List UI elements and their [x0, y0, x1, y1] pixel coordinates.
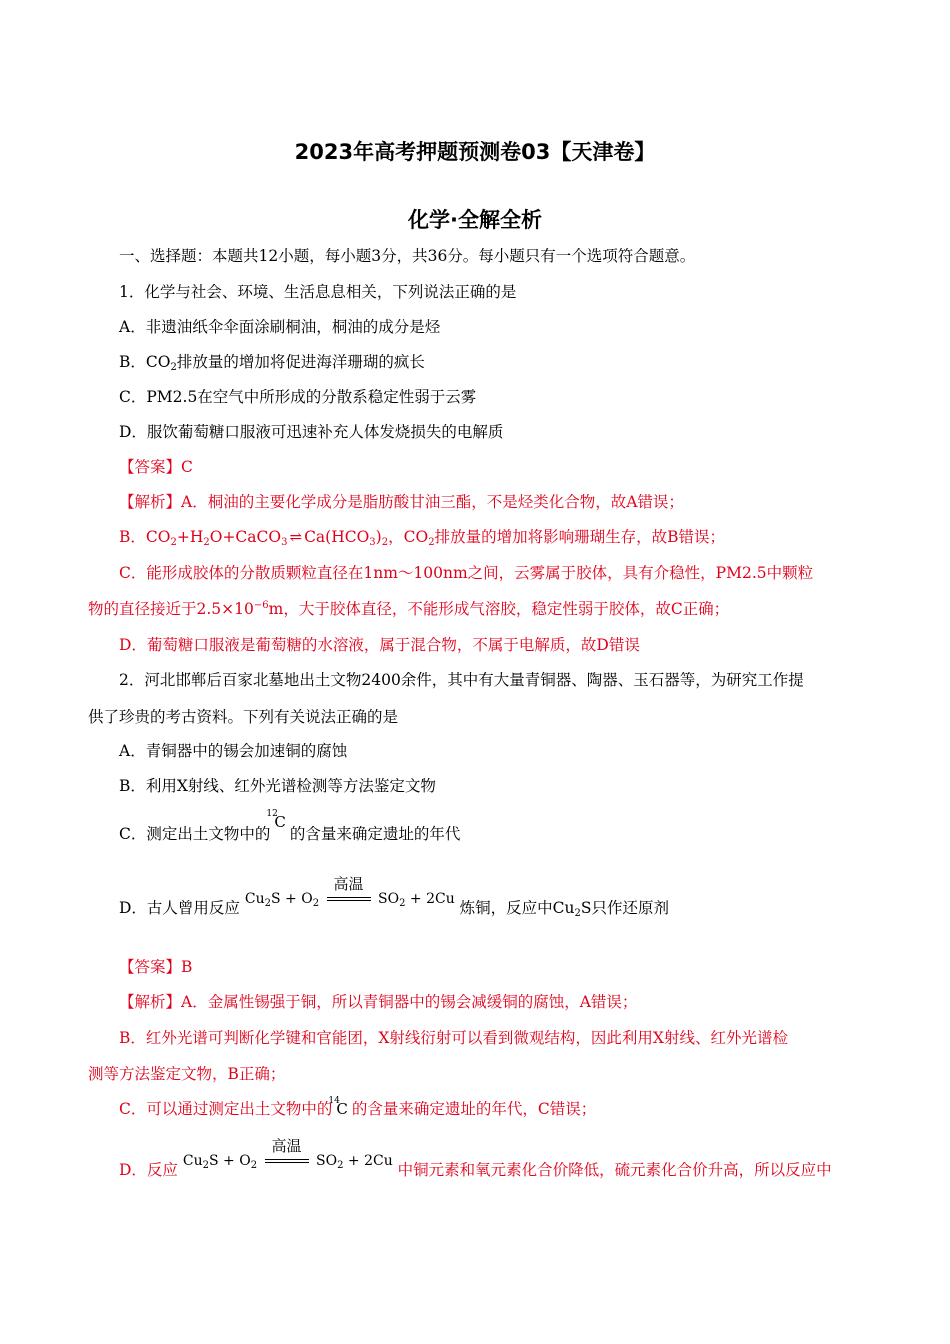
q1-option-b	[119, 352, 899, 372]
equals-arrow-icon: 高温	[327, 894, 371, 904]
analysis-text: A．桐油的主要化学成分是脂肪酸甘油三酯，不是烃类化合物，故A错误；	[181, 493, 684, 511]
answer-tag: 【答案】	[119, 458, 182, 476]
q2-answer	[119, 957, 899, 977]
analysis-text: A．金属性锡强于铜，所以青铜器中的锡会减缓铜的腐蚀，A错误；	[181, 993, 638, 1011]
section-intro: 一、选择题：本题共12小题，每小题3分，共36分。每小题只有一个选项符合题意。	[119, 247, 696, 265]
q2-analysis-b-line1: B．红外光谱可判断化学键和官能团，X射线衍射可以看到微观结构，因此利用X射线、红外光谱检	[119, 1029, 788, 1047]
subscript: 2	[170, 362, 177, 373]
q1-option-a: A．非遗油纸伞伞面涂刷桐油，桐油的成分是烃	[119, 318, 441, 336]
page-subtitle: 化学·全解全析	[408, 208, 542, 232]
q1-analysis-c-line1: C．能形成胶体的分散质颗粒直径在1nm～100nm之间，云雾属于胶体，具有介稳性，PM2.5中颗粒	[119, 564, 814, 582]
equals-arrow-icon: 高温	[265, 1156, 309, 1166]
answer-value: B	[181, 958, 193, 976]
q2-option-b: B．利用X射线、红外光谱检测等方法鉴定文物	[119, 777, 436, 795]
chemical-equation: $Cu_2S + O_2$ 高温 $SO_2 + 2Cu$	[182, 1137, 393, 1171]
q2-analysis-a	[119, 992, 899, 1012]
q1-stem: 1．化学与社会、环境、生活息息相关，下列说法正确的是	[119, 283, 517, 301]
q1-analysis-d: D．葡萄糖口服液是葡萄糖的水溶液，属于混合物，不属于电解质，故D错误	[119, 636, 640, 654]
q1-option-b-text: B．CO	[119, 353, 171, 371]
reversible-arrow-icon: ⇌	[289, 528, 303, 546]
q1-analysis-a	[119, 492, 899, 512]
isotope-notation: 12 C	[266, 809, 286, 831]
q2-option-d: D．古人曾用反应 $Cu_2S + O_2$ 高温 $SO_2 + 2Cu$ 炼铜，反应中$Cu_2S$只作还原剂	[119, 875, 670, 919]
q1-option-d: D．服饮葡萄糖口服液可迅速补充人体发烧损失的电解质	[119, 423, 504, 441]
q1-analysis-b: B．$CO_2+H_2O+CaCO_3$ ⇌ $Ca(HCO_3)_2$，$CO_2$排放量的增加将影响珊瑚生存，故B错误；	[119, 528, 725, 548]
q1-analysis-c-line2: 物的直径接近于$2.5\times 10^{-6}m$，大于胶体直径，不能形成气溶胶，稳定性弱于胶体，故C正确；	[88, 600, 730, 618]
q1-option-c: C．PM2.5在空气中所形成的分散系稳定性弱于云雾	[119, 388, 477, 406]
answer-value: C	[181, 458, 193, 476]
q2-analysis-c: C．可以通过测定出土文物中的 14 C 的含量来确定遗址的年代，C错误；	[119, 1096, 597, 1118]
chemical-equation: $Cu_2S + O_2$ 高温 $SO_2 + 2Cu$	[244, 875, 455, 909]
answer-tag: 【答案】	[119, 958, 182, 976]
q2-stem-line1: 2．河北邯郸后百家北墓地出土文物2400余件，其中有大量青铜器、陶器、玉石器等，为研究工作提	[119, 671, 804, 689]
q2-stem-line2: 供了珍贵的考古资料。下列有关说法正确的是	[88, 708, 399, 726]
q2-option-a: A．青铜器中的锡会加速铜的腐蚀	[119, 742, 348, 760]
analysis-tag: 【解析】	[119, 493, 182, 511]
analysis-tag: 【解析】	[119, 993, 182, 1011]
q1-answer	[119, 457, 899, 477]
q2-option-c: C．测定出土文物中的 12 C的含量来确定遗址的年代	[119, 809, 461, 843]
q2-analysis-d: D．反应 $Cu_2S + O_2$ 高温 $SO_2 + 2Cu$ 中铜元素和氧元素化合价降低，硫元素化合价升高，所以反应中	[119, 1137, 832, 1179]
q1-option-b-rest: 排放量的增加将促进海洋珊瑚的疯长	[176, 353, 425, 371]
q2-analysis-b-line2: 测等方法鉴定文物，B正确；	[88, 1065, 286, 1083]
page-title: 2023年高考押题预测卷03【天津卷】	[294, 140, 656, 164]
isotope-notation: 14 C	[328, 1096, 348, 1118]
